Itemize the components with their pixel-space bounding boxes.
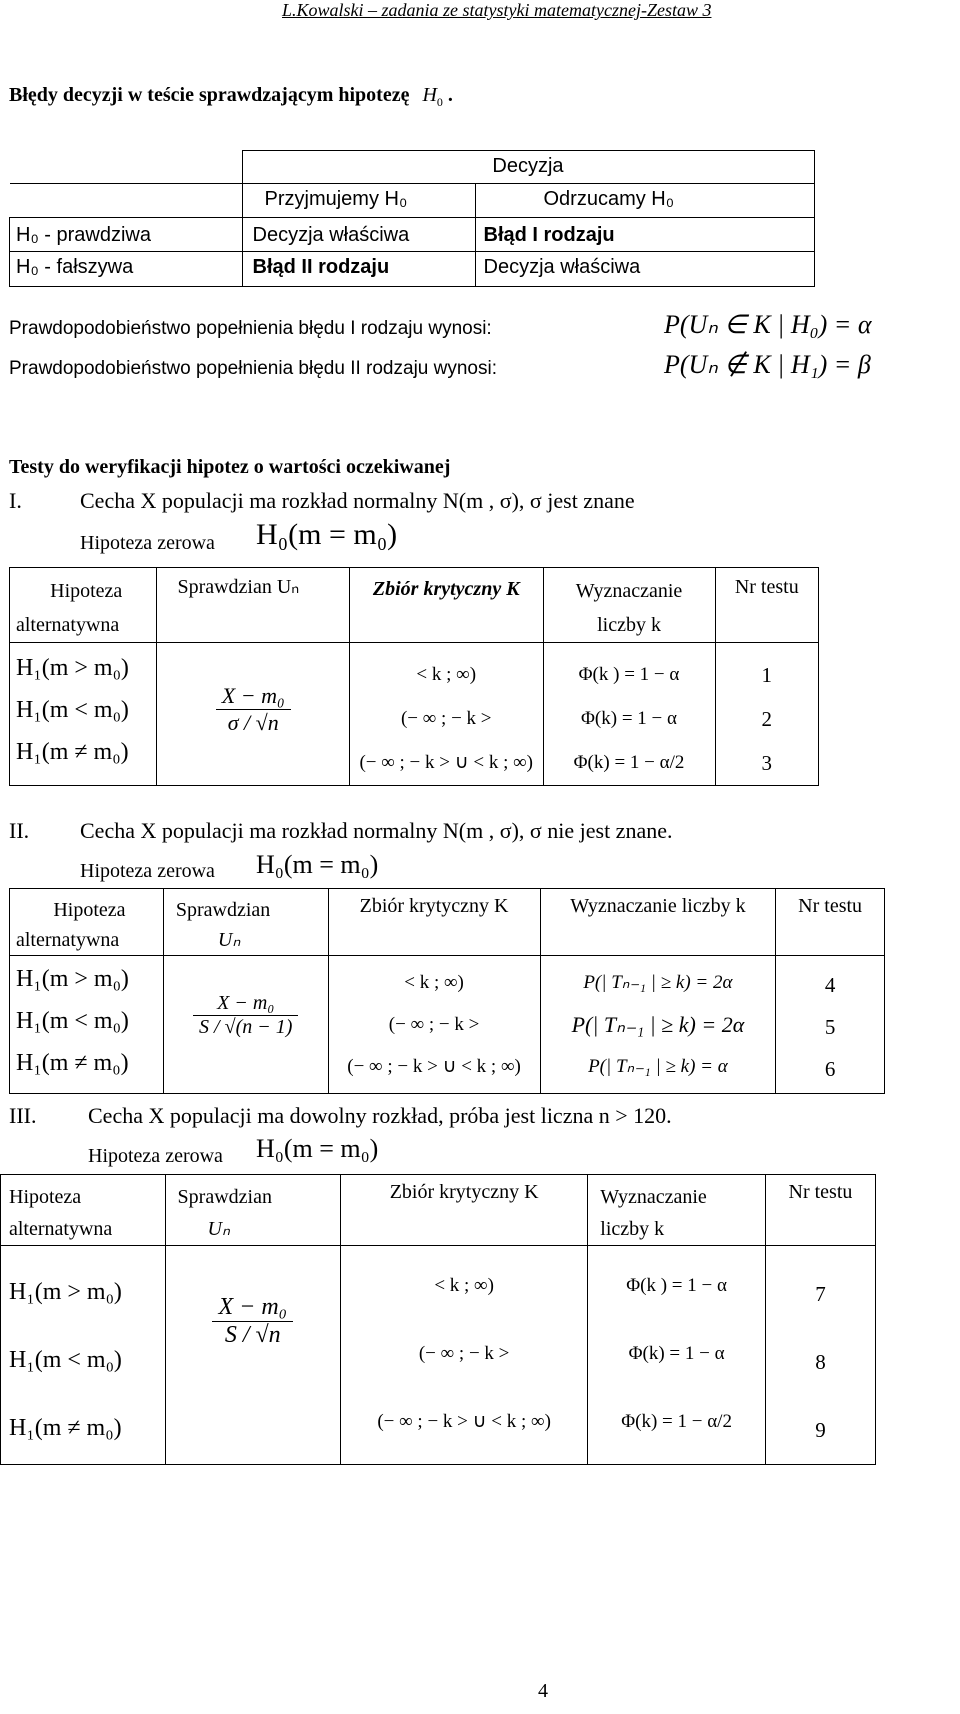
nr-column <box>765 1246 875 1465</box>
section3-number: III. <box>9 1103 37 1128</box>
nr-row-1: 7 <box>815 1282 826 1306</box>
hdr-alt-2: alternatywna <box>9 1218 113 1240</box>
hdr-alt <box>10 568 157 643</box>
section2-number: II. <box>9 818 30 843</box>
k-column <box>540 956 776 1094</box>
alt-row-2: H₁(m < m₀) <box>16 1008 129 1034</box>
alt-column <box>10 956 164 1094</box>
decision-header: Decyzja <box>242 151 814 184</box>
k-row-1: Φ(k ) = 1 − α <box>626 1275 727 1296</box>
k-row-3: Φ(k) = 1 − α/2 <box>573 752 685 773</box>
section1-h0-formula: H₀(m = m₀) <box>256 518 398 551</box>
col-reject: Odrzucamy H₀ <box>475 184 814 218</box>
crit-column <box>328 956 540 1094</box>
test-table-2 <box>9 888 885 1094</box>
title-subscript: 0 <box>436 95 443 109</box>
nr-column <box>715 643 818 786</box>
hdr-k-1: Wyznaczanie <box>600 1186 707 1208</box>
crit-row-1: < k ; ∞) <box>434 1275 494 1296</box>
alt-row-3: H₁(m ≠ m₀) <box>16 739 129 765</box>
alt-column <box>1 1246 166 1465</box>
alt-row-2: H₁(m < m₀) <box>9 1347 122 1373</box>
k-row-3: Φ(k) = 1 − α/2 <box>621 1411 732 1432</box>
hdr-alt <box>1 1175 166 1246</box>
section-title <box>9 84 453 110</box>
stat-formula <box>165 1246 340 1465</box>
alt-row-1: H₁(m > m₀) <box>9 1279 122 1305</box>
section-title-text: Błędy decyzji w teście sprawdzającym hipotezę <box>9 84 410 106</box>
alt-row-1: H₁(m > m₀) <box>16 966 129 992</box>
prob-type1-formula: P(Uₙ ∈ K | H₀) = α <box>664 310 872 339</box>
running-header: L.Kowalski – zadania ze statystyki matematycznej-Zestaw 3 <box>282 0 712 20</box>
hdr-alt-1: Hipoteza <box>53 899 126 921</box>
row-label-true: H₀ - prawdziwa <box>10 218 243 252</box>
stat-numerator: X − m₀ <box>221 683 285 708</box>
crit-row-2: (− ∞ ; − k > <box>418 1343 510 1364</box>
stat-denominator: S / √(n − 1) <box>193 1015 298 1039</box>
hdr-stat: Sprawdzian Uₙ <box>157 568 350 643</box>
section2-desc: Cecha X populacji ma rozkład normalny N(m , σ), σ nie jest znane. <box>80 818 673 843</box>
stat-numerator: X − m₀ <box>218 1294 287 1320</box>
title-end: . <box>447 84 453 106</box>
title-symbol: H <box>422 84 437 106</box>
section2-h0-label: Hipoteza zerowa <box>80 860 215 882</box>
section1-number: I. <box>9 488 22 513</box>
alt-row-3: H₁(m ≠ m₀) <box>9 1415 122 1441</box>
hdr-stat-2: Uₙ <box>207 1218 230 1240</box>
hdr-alt-2: alternatywna <box>16 929 120 951</box>
crit-row-1: < k ; ∞) <box>416 664 477 685</box>
hdr-stat-1: Sprawdzian <box>175 899 271 921</box>
crit-column <box>349 643 543 786</box>
hdr-k <box>588 1175 766 1246</box>
prob-type1-text: Prawdopodobieństwo popełnienia błędu I rodzaju wynosi: <box>9 318 492 339</box>
cell-correct-2: Decyzja właściwa <box>475 252 814 287</box>
page-number: 4 <box>538 1680 548 1702</box>
alt-row-3: H₁(m ≠ m₀) <box>16 1050 129 1076</box>
hdr-k <box>543 568 715 643</box>
cell-type1-error: Błąd I rodzaju <box>475 218 814 252</box>
crit-row-1: < k ; ∞) <box>404 972 464 993</box>
alt-row-1: H₁(m > m₀) <box>16 655 129 681</box>
hdr-nr: Nr testu <box>715 568 818 643</box>
nr-row-3: 3 <box>761 751 773 775</box>
prob-type2-formula: P(Uₙ ∉ K | H₁) = β <box>664 350 871 379</box>
hdr-alt-1: Hipoteza <box>50 580 123 602</box>
hdr-stat <box>165 1175 340 1246</box>
section3-h0-formula: H₀(m = m₀) <box>256 1134 379 1163</box>
crit-column <box>340 1246 587 1465</box>
k-row-2: Φ(k) = 1 − α <box>628 1343 725 1364</box>
decision-table <box>9 150 815 287</box>
nr-row-3: 6 <box>824 1057 836 1081</box>
section1-desc: Cecha X populacji ma rozkład normalny N(m , σ), σ jest znane <box>80 488 635 513</box>
nr-row-2: 8 <box>815 1350 826 1374</box>
hdr-stat-2: Uₙ <box>217 929 241 951</box>
hdr-crit: Zbiór krytyczny K <box>349 568 543 643</box>
stat-denominator: S / √n <box>212 1321 293 1349</box>
crit-row-3: (− ∞ ; − k > ∪ < k ; ∞) <box>359 752 534 773</box>
hdr-crit: Zbiór krytyczny K <box>340 1175 587 1246</box>
section2-h0-formula: H₀(m = m₀) <box>256 850 379 879</box>
k-row-2: Φ(k) = 1 − α <box>581 708 677 729</box>
section1-h0-label: Hipoteza zerowa <box>80 532 215 554</box>
section-heading: Testy do weryfikacji hipotez o wartości oczekiwanej <box>9 456 451 478</box>
crit-row-2: (− ∞ ; − k > <box>400 708 492 729</box>
stat-formula <box>157 643 350 786</box>
nr-column <box>776 956 885 1094</box>
hdr-k: Wyznaczanie liczby k <box>540 889 776 956</box>
crit-row-3: (− ∞ ; − k > ∪ < k ; ∞) <box>377 1411 551 1432</box>
alt-row-2: H₁(m < m₀) <box>16 697 129 723</box>
hdr-stat <box>163 889 328 956</box>
hdr-alt-1: Hipoteza <box>9 1186 82 1208</box>
stat-denominator: σ / √n <box>216 709 291 736</box>
k-column <box>588 1246 766 1465</box>
k-row-1: P(| Tₙ₋₁ | ≥ k) = 2α <box>583 972 733 993</box>
crit-row-2: (− ∞ ; − k > <box>388 1014 480 1035</box>
col-accept: Przyjmujemy H₀ <box>242 184 475 218</box>
hdr-k-2: liczby k <box>600 1218 665 1240</box>
k-row-1: Φ(k ) = 1 − α <box>578 664 680 685</box>
hdr-stat-1: Sprawdzian <box>177 1186 272 1208</box>
cell-type2-error: Błąd II rodzaju <box>242 252 475 287</box>
hdr-alt-2: alternatywna <box>16 614 120 636</box>
test-table-1 <box>9 567 819 786</box>
test-table-3 <box>0 1174 876 1465</box>
row-label-false: H₀ - fałszywa <box>10 252 243 287</box>
hdr-crit: Zbiór krytyczny K <box>328 889 540 956</box>
hdr-alt <box>10 889 164 956</box>
hdr-k-1: Wyznaczanie <box>575 580 683 602</box>
nr-row-2: 5 <box>824 1015 836 1039</box>
prob-type2-text: Prawdopodobieństwo popełnienia błędu II rodzaju wynosi: <box>9 358 497 379</box>
k-row-3: P(| Tₙ₋₁ | ≥ k) = α <box>588 1056 728 1077</box>
nr-row-2: 2 <box>761 707 773 731</box>
cell-correct-1: Decyzja właściwa <box>242 218 475 252</box>
k-row-2: P(| Tₙ₋₁ | ≥ k) = 2α <box>571 1012 745 1037</box>
k-column <box>543 643 715 786</box>
hdr-nr: Nr testu <box>776 889 885 956</box>
section3-desc: Cecha X populacji ma dowolny rozkład, próba jest liczna n > 120. <box>88 1103 672 1128</box>
stat-formula <box>163 956 328 1094</box>
nr-row-3: 9 <box>815 1418 826 1442</box>
alt-column <box>10 643 157 786</box>
hdr-nr: Nr testu <box>765 1175 875 1246</box>
crit-row-3: (− ∞ ; − k > ∪ < k ; ∞) <box>347 1056 521 1077</box>
hdr-k-2: liczby k <box>597 614 661 636</box>
nr-row-1: 1 <box>761 663 773 687</box>
section3-h0-label: Hipoteza zerowa <box>88 1145 223 1167</box>
stat-numerator: X − m₀ <box>217 992 275 1014</box>
nr-row-1: 4 <box>824 973 836 997</box>
